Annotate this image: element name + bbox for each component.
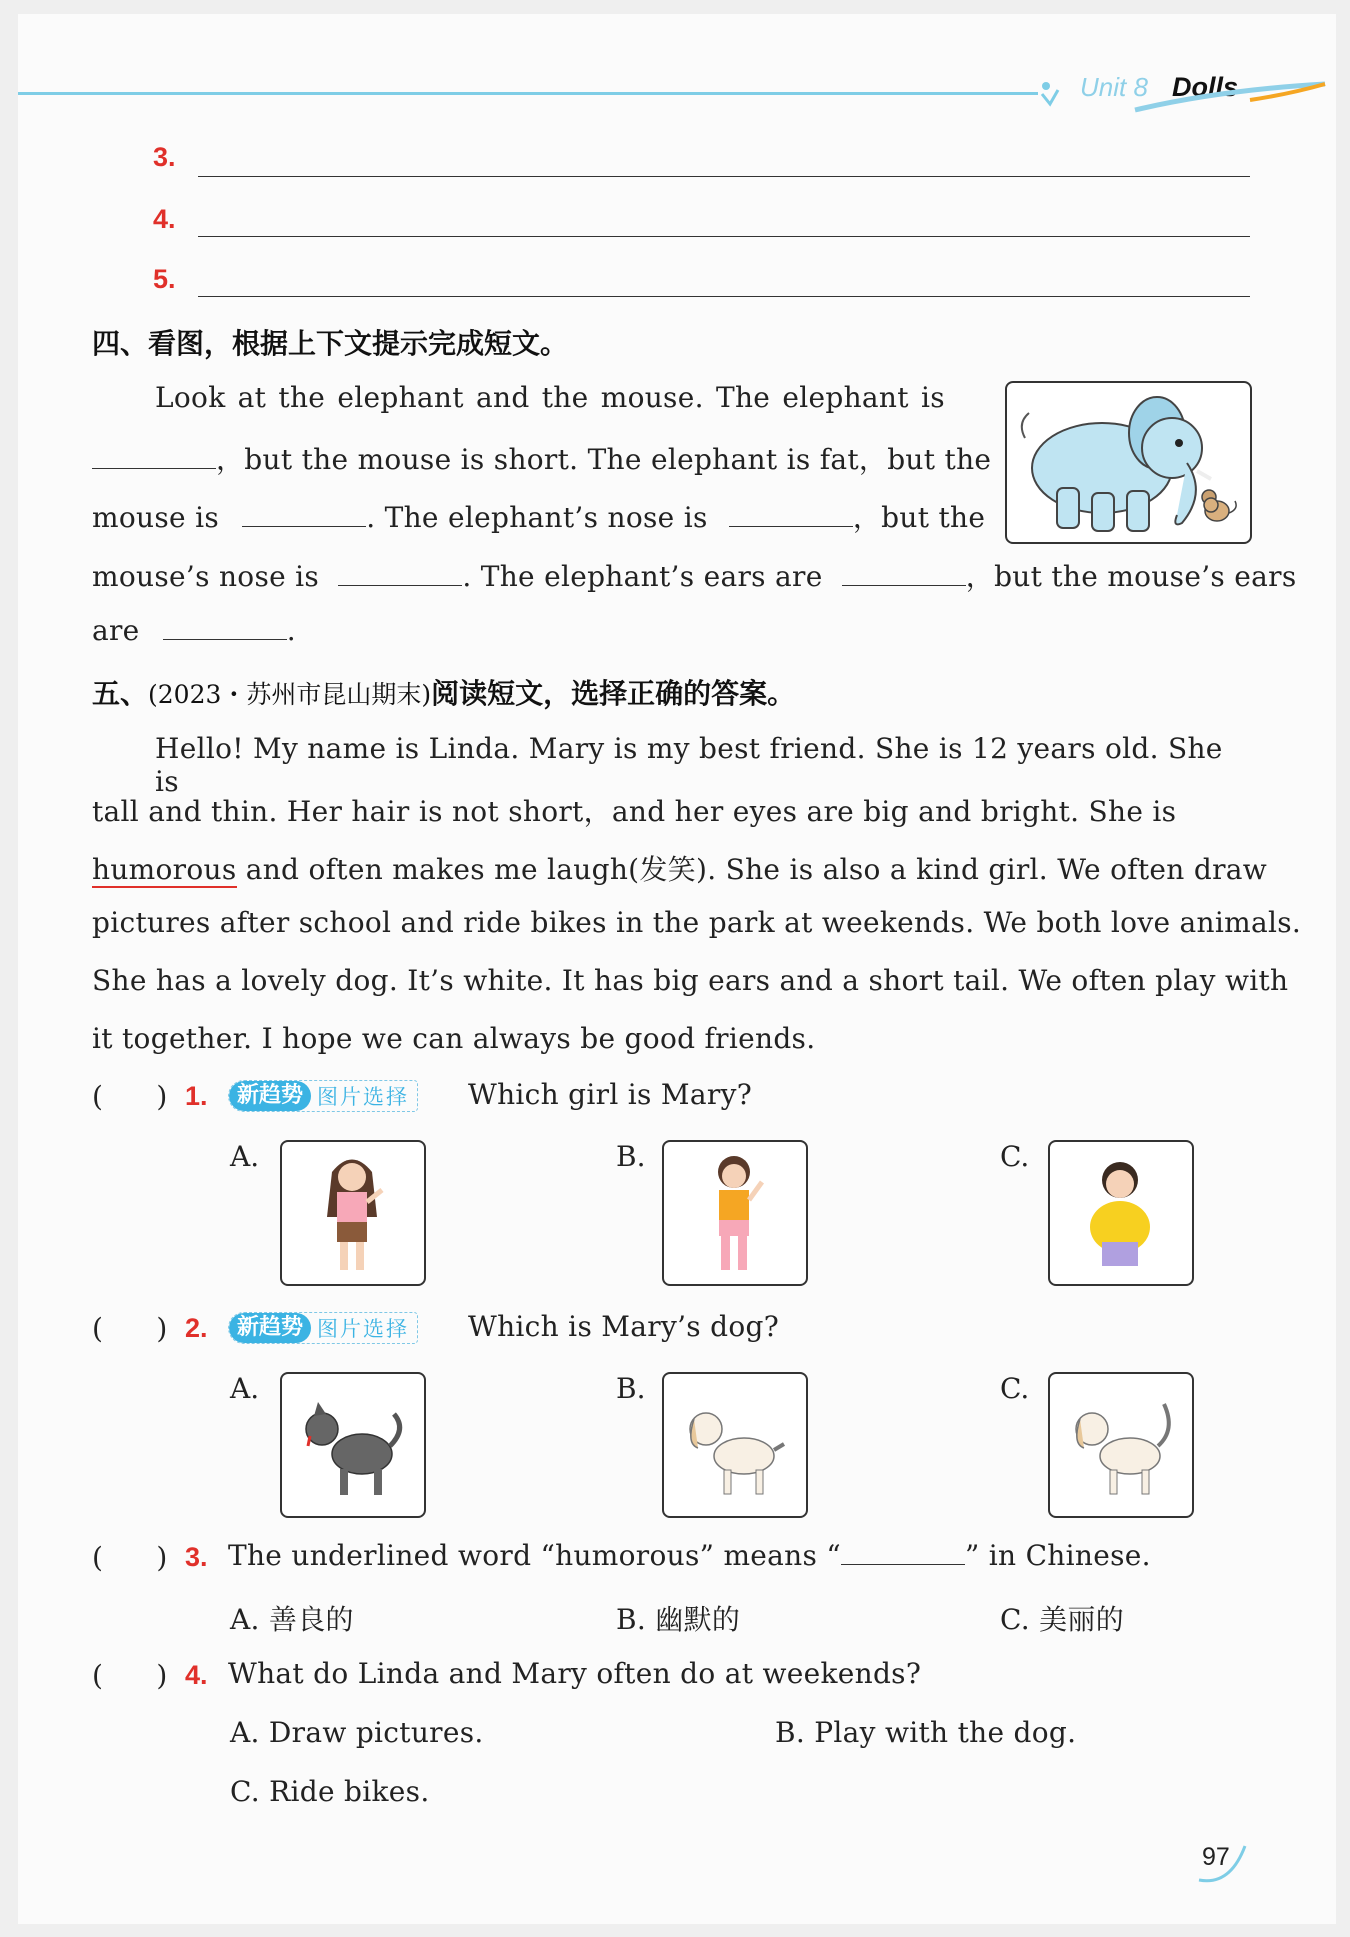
section5-title xyxy=(92,672,795,712)
passage-line xyxy=(92,438,991,478)
question-text-part: ” in Chinese. xyxy=(964,1539,1151,1572)
passage-line: pictures after school and ride bikes in the park at weekends. We both love animals. xyxy=(92,906,1302,939)
question-tag xyxy=(228,1080,418,1112)
passage-text: and often makes me laugh(发笑). She is also a kind girl. We often draw xyxy=(236,853,1268,886)
option-text: B. 幽默的 xyxy=(616,1603,741,1636)
answer-line[interactable] xyxy=(198,296,1250,297)
question-number: 2. xyxy=(185,1313,208,1343)
passage-text: ，but the xyxy=(852,501,986,534)
option-text: A. Draw pictures. xyxy=(230,1716,484,1749)
passage-text: . The elephant’s nose is xyxy=(366,501,708,534)
gray-dog-icon xyxy=(282,1374,424,1516)
option-label: C. xyxy=(1000,1372,1030,1405)
passage-line: She has a lovely dog. It’s white. It has big ears and a short tail. We often play with xyxy=(92,964,1289,997)
section5-instruction: 阅读短文，选择正确的答案。 xyxy=(431,677,796,710)
option-text: A. 善良的 xyxy=(230,1603,354,1636)
girl-option-c-picture[interactable] xyxy=(1048,1140,1194,1286)
question-number: 1. xyxy=(185,1081,208,1111)
option-text: C. 美丽的 xyxy=(1000,1603,1125,1636)
passage-line: Look at the elephant and the mouse. The elephant is xyxy=(155,381,945,414)
unit-label: Unit 8 xyxy=(1080,72,1148,102)
question-text: Which girl is Mary? xyxy=(468,1078,753,1111)
girl-long-hair-icon xyxy=(282,1142,424,1284)
passage-line xyxy=(92,614,296,647)
passage-line: tall and thin. Her hair is not short，and her eyes are big and bright. She is xyxy=(92,795,1177,828)
girl-short-hair-icon xyxy=(664,1142,806,1284)
passage-text: . The elephant’s ears are xyxy=(462,560,823,593)
answer-line-number: 3. xyxy=(153,142,176,172)
section5-number: 五、 xyxy=(92,677,149,710)
option-label: A. xyxy=(230,1140,260,1173)
passage-line xyxy=(92,848,1267,888)
option-text: B. Play with the dog. xyxy=(775,1716,1077,1749)
fill-blank[interactable] xyxy=(729,504,853,527)
passage-line: Hello! My name is Linda. Mary is my best friend. She is 12 years old. She is xyxy=(155,732,1223,798)
question-number: 3. xyxy=(185,1542,208,1572)
option-label: B. xyxy=(616,1372,646,1405)
underlined-word: humorous xyxy=(92,853,237,886)
question-text-part: The underlined word “humorous” means “ xyxy=(228,1539,841,1572)
answer-line-number: 4. xyxy=(153,204,176,234)
tag-picture-choice: 图片选择 xyxy=(317,1317,410,1341)
header-checkmark-icon xyxy=(1040,80,1060,110)
answer-paren[interactable]: ( ) xyxy=(92,1080,168,1113)
passage-line xyxy=(92,496,985,536)
question-text: What do Linda and Mary often do at weekends? xyxy=(228,1657,922,1690)
dog-option-a-picture[interactable] xyxy=(280,1372,426,1518)
fill-blank[interactable] xyxy=(841,1542,965,1565)
passage-text: mouse’s nose is xyxy=(92,560,320,593)
passage-text: . xyxy=(286,614,296,647)
girl-option-b-picture[interactable] xyxy=(662,1140,808,1286)
girl-round-icon xyxy=(1050,1142,1192,1284)
girl-option-a-picture[interactable] xyxy=(280,1140,426,1286)
header-rule xyxy=(18,92,1038,95)
section5-source: (2023・苏州市昆山期末) xyxy=(148,680,432,709)
fill-blank[interactable] xyxy=(338,563,462,586)
passage-line: it together. I hope we can always be good friends. xyxy=(92,1022,816,1055)
answer-paren[interactable]: ( ) xyxy=(92,1659,168,1692)
answer-line-number: 5. xyxy=(153,264,176,294)
question-text: Which is Mary’s dog? xyxy=(468,1310,780,1343)
section4-title: 四、看图，根据上下文提示完成短文。 xyxy=(92,327,569,360)
option-label: B. xyxy=(616,1140,646,1173)
tag-picture-choice: 图片选择 xyxy=(317,1085,410,1109)
answer-line[interactable] xyxy=(198,176,1250,177)
unit-title: Dolls xyxy=(1172,72,1239,102)
white-dog-long-tail-icon xyxy=(1050,1374,1192,1516)
fill-blank[interactable] xyxy=(163,617,287,640)
mouse-icon xyxy=(1197,483,1242,528)
answer-line[interactable] xyxy=(198,236,1250,237)
header-swoosh-icon xyxy=(1130,80,1330,116)
dog-option-b-picture[interactable] xyxy=(662,1372,808,1518)
passage-text: ，but the mouse’s ears xyxy=(965,560,1297,593)
white-dog-short-tail-icon xyxy=(664,1374,806,1516)
question-number: 4. xyxy=(185,1660,208,1690)
answer-paren[interactable]: ( ) xyxy=(92,1312,168,1345)
dog-option-c-picture[interactable] xyxy=(1048,1372,1194,1518)
fill-blank[interactable] xyxy=(242,504,366,527)
elephant-mouse-picture xyxy=(1005,381,1252,544)
question-text xyxy=(228,1539,1151,1572)
option-text: C. Ride bikes. xyxy=(230,1775,430,1808)
question-tag xyxy=(228,1312,418,1344)
passage-text: mouse is xyxy=(92,501,220,534)
tag-new-trend: 新趋势 xyxy=(229,1081,311,1111)
option-label: A. xyxy=(230,1372,260,1405)
page-number-swoosh-icon xyxy=(1195,1838,1255,1888)
fill-blank[interactable] xyxy=(92,446,216,469)
option-label: C. xyxy=(1000,1140,1030,1173)
page-number: 97 xyxy=(1202,1843,1230,1871)
passage-text: are xyxy=(92,614,140,647)
fill-blank[interactable] xyxy=(842,563,966,586)
passage-text: ，but the mouse is short. The elephant is fat，but the xyxy=(216,443,992,476)
answer-paren[interactable]: ( ) xyxy=(92,1541,168,1574)
passage-line xyxy=(92,555,1297,595)
tag-new-trend: 新趋势 xyxy=(229,1313,311,1343)
